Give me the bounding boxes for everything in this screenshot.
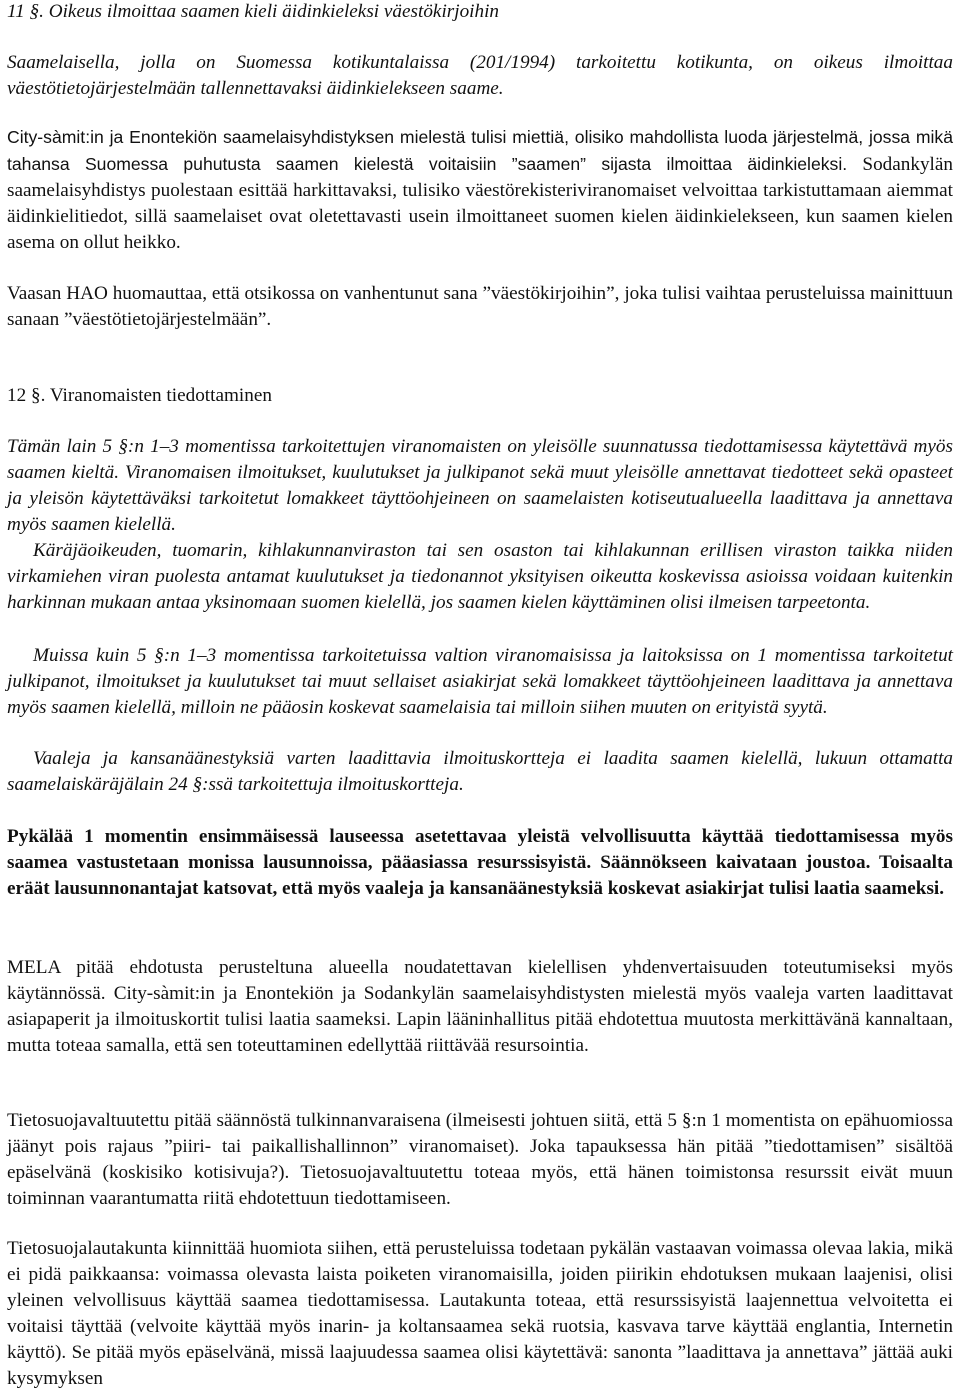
section-11-law-text-line2: väestötietojärjestelmään tallennettavaksi äidinkielekseen saame. — [7, 78, 504, 99]
section-12-mela-opinion: MELA pitää ehdotusta perusteltuna alueella noudatettavan kielellisen yhdenvertaisuuden toteutumiseksi myös käytännössä. City-sàmit:in ja Enontekiön ja Sodankylän saamelaisyhdistysten mielestä myös vaaleja varten laadittavat asiapaperit ja ilmoituskortit tulisi laatia saameksi. — [7, 957, 953, 1030]
section-12-summary-bold: Pykälää 1 momentin ensimmäisessä lauseessa asetettavaa yleistä velvollisuutta käyttää tiedottamisessa myös saamea vastustetaan monissa lausunnoissa, pääasiassa resurssisyistä. Säännökseen kaivataan joustoa. Toisaalta eräät lausunnonantajat katsovat, että myös vaaleja ja kansanäänestyksiä koskevat asiakirjat tulisi laatia saameksi. — [7, 826, 953, 899]
section-11-citysamit-paragraph — [7, 124, 953, 256]
section-12-tietosuojavaltuutettu-paragraph: Tietosuojavaltuutettu pitää säännöstä tulkinnanvaraisena (ilmeisesti johtuen siitä, että 5 §:n 1 momentista on epähuomiossa jäänyt pois rajaus ”piiri- tai paikallishallinnon” viranomaiset). Joka tapauksessa hän pitää ”tiedottamisen” sisältöä epäselvänä (koskisiko kotisivuja?). Tietosuojavaltuutettu toteaa myös, että hänen toimistonsa resurssit eivät muun toiminnan vaarantumatta riitä ehdotettuun tiedottamiseen. — [7, 1110, 953, 1209]
section-11-law-text — [7, 50, 953, 102]
section-11-citysamit-opinion: City-sàmit:in ja Enontekiön saamelaisyhdistyksen mielestä tulisi miettiä, olisiko mahdollista luoda järjestelmä, jossa mikä tahansa Suomessa puhutusta saamen kielestä voitaisiin ”saamen” sijasta ilmoittaa äidinkieleksi. — [7, 127, 953, 174]
section-12-lapin-opinion: Lapin lääninhallitus pitää ehdotettua muutosta merkittävänä kannaltaan, mutta toteaa samalla, että sen toteuttaminen edellyttää riittävää resursointia. — [7, 1009, 953, 1056]
section-12-mela-paragraph — [7, 955, 953, 1059]
section-12-law-text-3: Muissa kuin 5 §:n 1–3 momentissa tarkoitetuissa valtion viranomaisissa ja laitoksissa on 1 momentissa tarkoitetut julkipanot, ilmoitukset ja kuulutukset tai muut sellaiset asiakirjat sekä lomakkeet täyttöohjeineen laadittava ja annettava myös saamen kielellä, milloin ne pääosin koskevat saamelaisia tai milloin siihen muuten on erityistä syytä. — [7, 645, 953, 718]
section-11-sodankyla-opinion: Sodankylän saamelaisyhdistys puolestaan esittää harkittavaksi, tulisiko väestörekisteriviranomaiset velvoittaa tarkistuttamaan aiemmat äidinkielitiedot, sillä saamelaiset ovat oletettavasti usein ilmoittaneet suomen kielen äidinkielekseen, kun saamen kielen asema on ollut heikko. — [7, 154, 953, 253]
section-12-law-text-1 — [7, 434, 953, 538]
section-11-vaasa-paragraph: Vaasan HAO huomauttaa, että otsikossa on vanhentunut sana ”väestökirjoihin”, joka tulisi vaihtaa perusteluissa mainittuun sanaan ”väestötietojärjestelmään”. — [7, 283, 953, 330]
section-12-law-text-1b: Viranomaisen ilmoitukset, kuulutukset ja julkipanot sekä muut yleisölle annettavat tiedotteet sekä opasteet ja yleisön käytettäväksi tarkoitetut lomakkeet täyttöohjeineen on saamelaisten kotiseutualueella laadittava ja annettava myös saamen kielellä. — [7, 462, 953, 535]
section-11-law-text-line1: Saamelaisella, jolla on Suomessa kotikuntalaissa (201/1994) tarkoitettu kotikunta, on oikeus ilmoittaa — [7, 52, 953, 73]
section-11-heading: 11 §. Oikeus ilmoittaa saamen kieli äidinkieleksi väestökirjoihin — [7, 1, 500, 22]
section-12-tietosuojalautakunta-paragraph: Tietosuojalautakunta kiinnittää huomiota siihen, että perusteluissa todetaan pykälän vastaavan voimassa olevaa lakia, mikä ei pidä paikkaansa: voimassa olevasta laista poiketen viranomaisilla, joiden piirikin ehdotuksen mukaan laajenisi, olisi yleinen velvollisuus käyttää saamea tiedottamisessa. Lautakunta toteaa, että resurssisyistä laajennettua velvoitetta ei voitaisi täyttää (velvoite käyttää myös inarin- ja koltansaamea sekä ruotsia, kasvava tarve käyttää englantia, Internetin käyttö). Se pitää myös epäselvänä, missä laajuudessa saamea olisi käytettävä: sanonta ”laadittava ja annettava” jättää auki kysymyksen — [7, 1238, 953, 1389]
section-12-heading: 12 §. Viranomaisten tiedottaminen — [7, 385, 272, 406]
section-12-law-text-2: Käräjäoikeuden, tuomarin, kihlakunnanviraston tai sen osaston tai kihlakunnan erillisen viraston taikka niiden virkamiehen viran puolesta antamat kuulutukset ja tiedonannot yksityisen oikeutta koskevissa asioissa voidaan kuitenkin harkinnan mukaan antaa yksinomaan suomen kielellä, jos saamen kielen käyttäminen olisi ilmeisen tarpeetonta. — [7, 540, 953, 613]
section-12-law-text-4: Vaaleja ja kansanäänestyksiä varten laadittavia ilmoituskortteja ei laadita saamen kielellä, lukuun ottamatta saamelaiskäräjälain 24 §:ssä tarkoitettuja ilmoituskortteja. — [7, 748, 953, 795]
section-12-law-text-1a: Tämän lain 5 §:n 1–3 momentissa tarkoitettujen viranomaisten on yleisölle suunnatussa tiedottamisessa käytettävä myös saamen kieltä. — [7, 436, 953, 483]
